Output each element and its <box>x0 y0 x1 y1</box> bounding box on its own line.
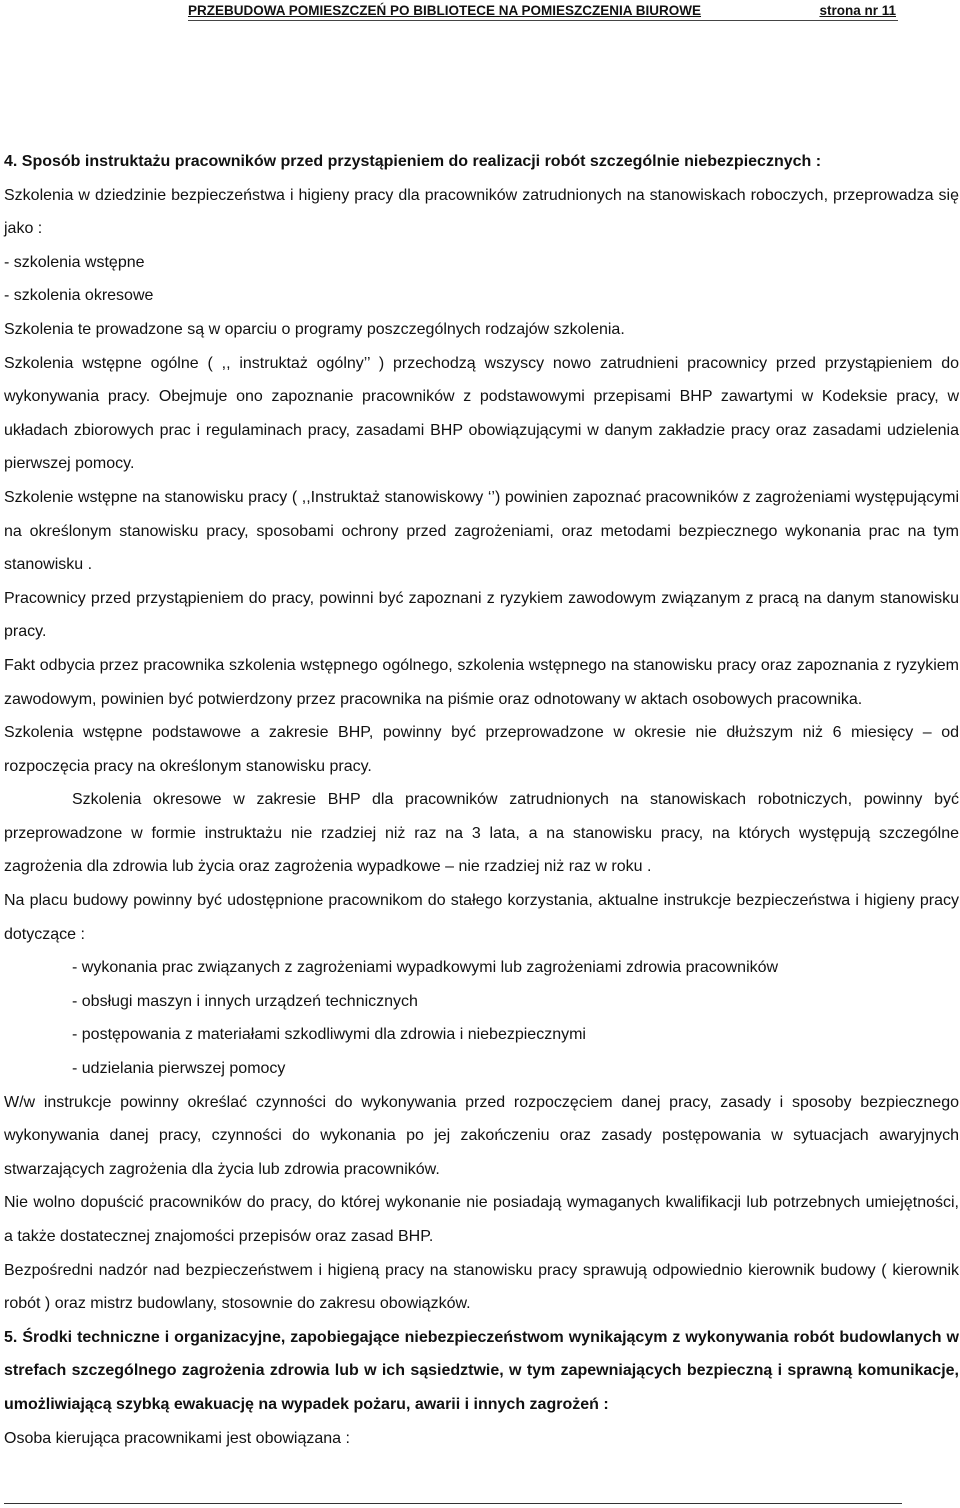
paragraph-line: zawodowym, powinien być potwierdzony przez pracownika na piśmie oraz odnotowany w aktach osobowych pracownika. <box>4 690 863 708</box>
paragraph-line: pierwszej pomocy. <box>4 455 135 473</box>
paragraph-line: Bezpośredni nadzór nad bezpieczeństwem i higieną pracy na stanowisku pracy sprawują odpowiednio kierownik budowy ( kierownik <box>4 1261 959 1279</box>
paragraph-line: Szkolenia okresowe w zakresie BHP dla pracowników zatrudnionych na stanowiskach robotniczych, powinny być <box>72 791 959 809</box>
paragraph-line: Pracownicy przed przystąpieniem do pracy, powinni być zapoznani z ryzykiem zawodowym związanym z pracą na danym stanowisku <box>4 589 959 607</box>
paragraph-line: - szkolenia okresowe <box>4 287 154 305</box>
document-body <box>4 145 959 1455</box>
paragraph-line: Fakt odbycia przez pracownika szkolenia wstępnego ogólnego, szkolenia wstępnego na stanowisku pracy oraz zapoznania z ryzykiem <box>4 656 959 674</box>
paragraph-line: przeprowadzone w formie instruktażu nie rzadziej niż raz na 3 lata, a na stanowisku pracy, na których występują szczególne <box>4 824 959 842</box>
section-heading-line: 4. Sposób instruktażu pracowników przed przystąpieniem do realizacji robót szczególnie niebezpiecznych : <box>4 153 822 170</box>
paragraph-line: - wykonania prac związanych z zagrożeniami wypadkowymi lub zagrożeniami zdrowia pracowników <box>72 959 779 977</box>
paragraph-line: robót ) oraz mistrz budowlany, stosownie do zakresu obowiązków. <box>4 1295 471 1313</box>
footer-divider <box>4 1503 902 1504</box>
paragraph-line: wykonywania danej pracy, czynności do wykonania po jej zakończeniu oraz zasady postępowania w sytuacjach awaryjnych <box>4 1127 959 1145</box>
paragraph-line: stwarzających zagrożenia dla życia lub zdrowia pracowników. <box>4 1160 440 1178</box>
paragraph-line: na określonym stanowisku pracy, sposobami ochrony przed zagrożeniami, oraz metodami bezpiecznego wykonania prac na tym <box>4 522 959 540</box>
document-title: PRZEBUDOWA POMIESZCZEŃ PO BIBLIOTECE NA POMIESZCZENIA BIUROWE <box>188 3 702 18</box>
header-divider <box>188 20 898 21</box>
paragraph-line: stanowisku . <box>4 556 93 574</box>
paragraph-line: pracy. <box>4 623 47 641</box>
paragraph-line: Szkolenia wstępne podstawowe a zakresie BHP, powinny być przeprowadzone w okresie nie dłuższym niż 6 miesięcy – od <box>4 724 959 742</box>
paragraph-line: - szkolenia wstępne <box>4 253 145 271</box>
paragraph-line: Nie wolno dopuścić pracowników do pracy, do której wykonanie nie posiadają wymaganych kwalifikacji lub potrzebnych umiejętności, <box>4 1194 959 1212</box>
paragraph-line: Szkolenia wstępne ogólne ( ,, instruktaż ogólny’’ ) przechodzą wszyscy nowo zatrudnieni pracownicy przed przystąpieniem do <box>4 354 959 372</box>
paragraph-line: Osoba kierująca pracownikami jest obowiązana : <box>4 1429 350 1447</box>
paragraph-line: Szkolenia w dziedzinie bezpieczeństwa i higieny pracy dla pracowników zatrudnionych na stanowiskach roboczych, przeprowadza się <box>4 186 959 204</box>
paragraph-line: układach zbiorowych prac i regulaminach pracy, zasadami BHP obowiązującymi w danym zakładzie pracy oraz zasadami udzielenia <box>4 421 959 439</box>
paragraph-line: dotyczące : <box>4 925 85 943</box>
paragraph-line: Na placu budowy powinny być udostępnione pracownikom do stałego korzystania, aktualne instrukcje bezpieczeństwa i higieny pracy <box>4 892 959 910</box>
paragraph-line: Szkolenie wstępne na stanowisku pracy ( ,,Instruktaż stanowiskowy ‘’) powinien zapoznać pracowników z zagrożeniami występującymi <box>4 488 959 506</box>
paragraph-line: rozpoczęcia pracy na określonym stanowisku pracy. <box>4 757 372 775</box>
section-heading-line: 5. Środki techniczne i organizacyjne, zapobiegające niebezpieczeństwom wynikającym z wykonywania robót budowlanych w <box>4 1328 959 1346</box>
section-heading-line: strefach szczególnego zagrożenia zdrowia lub w ich sąsiedztwie, w tym zapewniających bezpieczną i sprawną komunikacje, <box>4 1362 959 1380</box>
paragraph-line: W/w instrukcje powinny określać czynności do wykonywania przed rozpoczęciem danej pracy, zasady i sposoby bezpiecznego <box>4 1093 959 1111</box>
paragraph-line: - obsługi maszyn i innych urządzeń technicznych <box>72 992 418 1010</box>
paragraph-line: - udzielania pierwszej pomocy <box>72 1060 286 1078</box>
paragraph-line: a także dostatecznej znajomości przepisów oraz zasad BHP. <box>4 1228 434 1245</box>
paragraph-line: zagrożenia dla zdrowia lub życia oraz zagrożenia wypadkowe – nie rzadziej niż raz w roku . <box>4 858 652 876</box>
paragraph-line: jako : <box>4 220 43 238</box>
paragraph-line: wykonywania pracy. Obejmuje ono zapoznanie pracowników z podstawowymi przepisami BHP zawartymi w Kodeksie pracy, w <box>4 388 959 406</box>
paragraph-line: - postępowania z materiałami szkodliwymi dla zdrowia i niebezpiecznymi <box>72 1026 586 1044</box>
page-header <box>0 3 960 23</box>
paragraph-line: Szkolenia te prowadzone są w oparciu o programy poszczególnych rodzajów szkolenia. <box>4 320 625 338</box>
page-number: strona nr 11 <box>819 3 896 18</box>
section-heading-line: umożliwiającą szybką ewakuację na wypadek pożaru, awarii i innych zagrożeń : <box>4 1395 609 1413</box>
